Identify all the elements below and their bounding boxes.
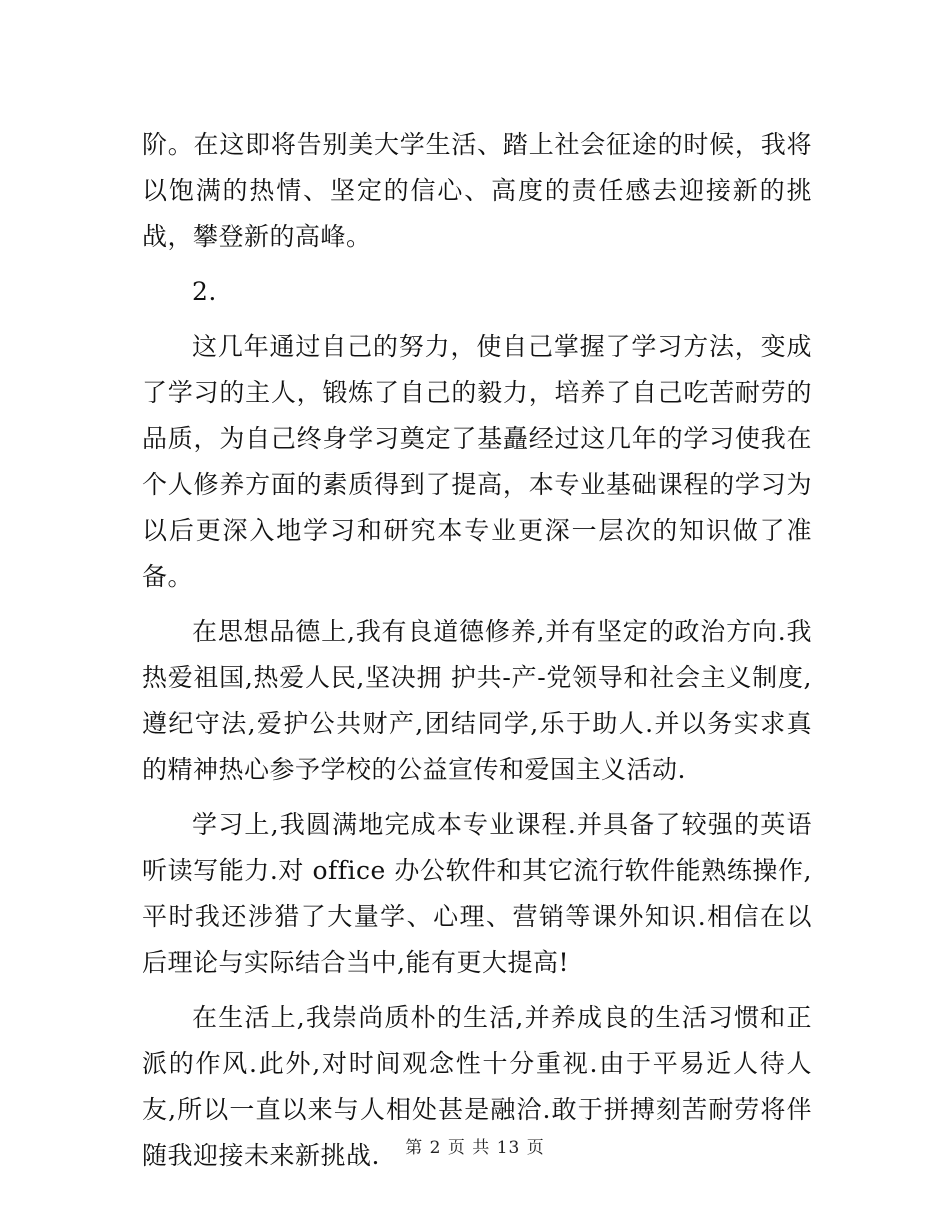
paragraph-5: 学习上,我圆满地完成本专业课程.并具备了较强的英语听读写能力.对 office 办公软件和其它流行软件能熟练操作,平时我还涉猎了大量学、心理、营销等课外知识.相信在以后理论与实际结合当中,能有更大提高! [142,810,812,977]
page-number-footer: 第 2 页 共 13 页 [405,1138,545,1158]
paragraph-3: 这几年通过自己的努力，使自己掌握了学习方法，变成了学习的主人，锻炼了自己的毅力，培养了自己吃苦耐劳的品质，为自己终身学习奠定了基矗经过这几年的学习使我在个人修养方面的素质得到了提高，本专业基础课程的学习为以后更深入地学习和研究本专业更深一层次的知识做了准备。 [142,332,812,591]
paragraph-4: 在思想品德上,我有良道德修养,并有坚定的政治方向.我热爱祖国,热爱人民,坚决拥 护共-产-党领导和社会主义制度,遵纪守法,爱护公共财产,团结同学,乐于助人.并以务实求真的精神热心参予学校的公益宣传和爱国主义活动. [142,617,812,784]
paragraph-2-heading: 2. [192,277,217,306]
paragraph-1: 阶。在这即将告别美大学生活、踏上社会征途的时候，我将以饱满的热情、坚定的信心、高度的责任感去迎接新的挑战，攀登新的高峰。 [142,130,812,251]
document-body [142,122,812,1188]
paragraph-6: 在生活上,我崇尚质朴的生活,并养成良的生活习惯和正派的作风.此外,对时间观念性十分重视.由于平易近人待人友,所以一直以来与人相处甚是融洽.敢于拼搏刻苦耐劳将伴随我迎接未来新挑战. [142,1003,812,1170]
